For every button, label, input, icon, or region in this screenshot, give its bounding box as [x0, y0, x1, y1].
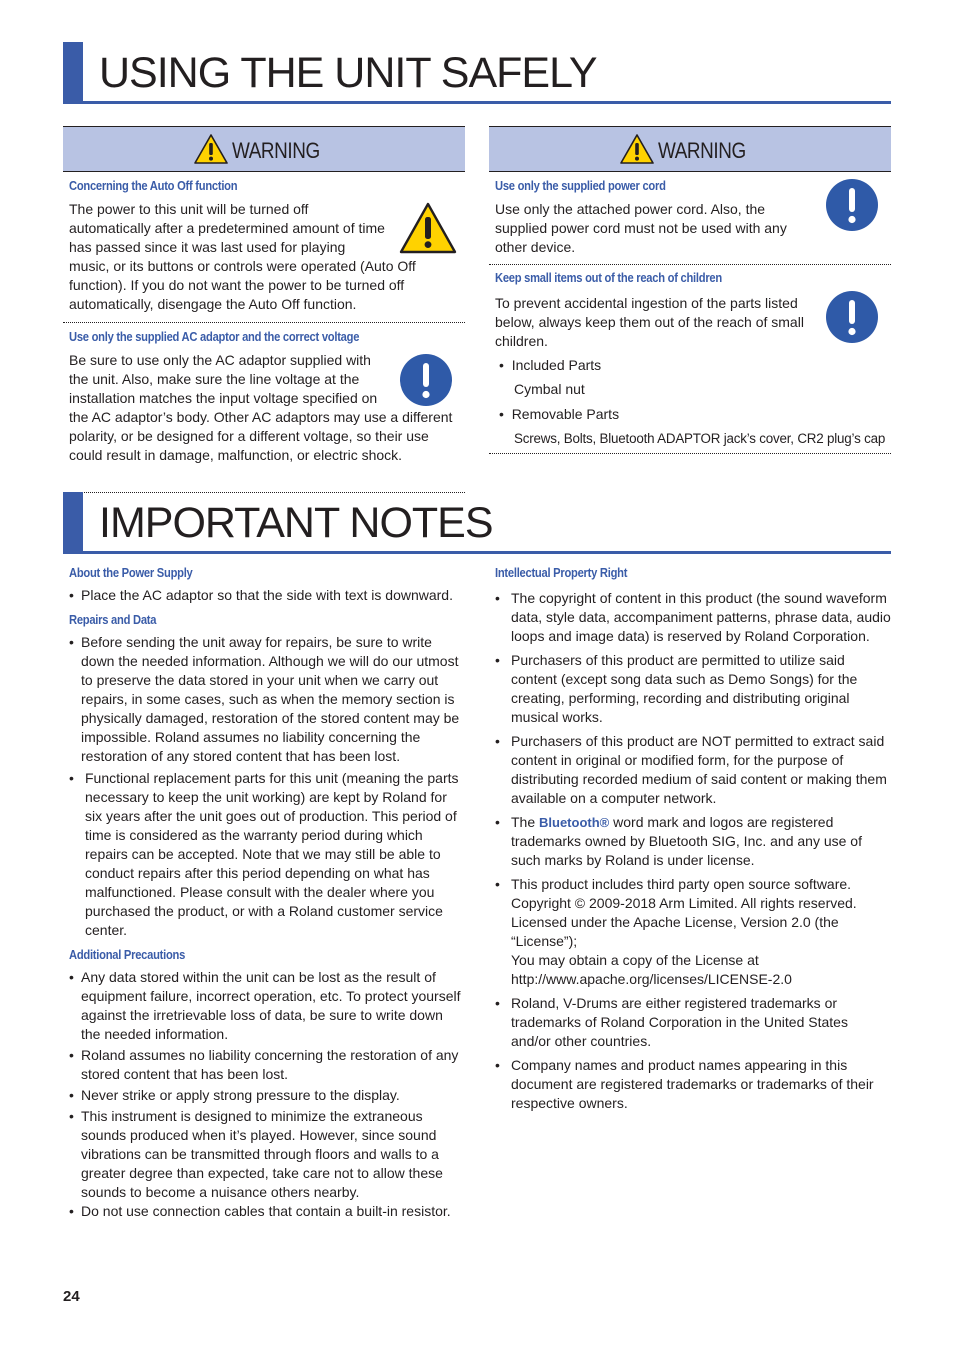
list-item: • Purchasers of this product are NOT permitted to extract said content in original or modified form, for the purpose of distributing recorded medium of said content or making them available on a computer network. — [495, 732, 891, 808]
notes-column-right — [495, 564, 891, 1118]
list-item: • Functional replacement parts for this unit (meaning the parts necessary to keep the unit working) are kept by Roland for six years after the unit goes out of production. This period of time is considered as the warranty period during which repairs can be accepted. Note that we may still be able to conduct repairs after this period depending on what has malfunctioned. Please consult with the dealer where you purchased the product, or with a Roland customer service center. — [69, 769, 465, 940]
warning-banner — [489, 126, 891, 172]
list-item: • Roland assumes no liability concerning the restoration of any stored content that has been lost. — [69, 1046, 465, 1084]
mandatory-action-icon — [399, 353, 453, 407]
notes-heading: About the Power Supply — [69, 565, 193, 580]
parts-list-detail: Screws, Bolts, Bluetooth ADAPTOR jack’s cover, CR2 plug’s cap — [514, 431, 886, 446]
parts-list-detail: Cymbal nut — [514, 381, 585, 397]
warning-column-right — [489, 126, 891, 454]
list-item-line: • This product includes third party open source software. — [511, 876, 852, 892]
notes-list — [69, 586, 465, 605]
list-item: • Any data stored within the unit can be lost as the result of equipment failure, incorrect operation, etc. To protect yourself against the irretrievable loss of data, be sure to write down the needed information. — [69, 968, 465, 1044]
warning-heading: Use only the supplied AC adaptor and the correct voltage — [69, 329, 360, 344]
list-item-text: word mark and logos are registered trademarks owned by Bluetooth SIG, Inc. and any use of such marks by Roland is under license. — [511, 814, 862, 868]
list-item: • Before sending the unit away for repairs, be sure to write down the needed information. Although we will do our utmost to preserve the data stored in your unit when we carry out repairs, in some cases, such as when the memory section is physically damaged, restoration of the stored content may be impossible. Roland assumes no liability concerning the restoration of any stored content that has been lost. — [69, 633, 465, 766]
list-item — [495, 813, 891, 870]
caution-triangle-icon — [620, 134, 654, 164]
list-item: • Place the AC adaptor so that the side with text is downward. — [69, 586, 465, 605]
warning-text — [495, 294, 885, 351]
warning-label: WARNING — [657, 138, 746, 163]
warning-text — [69, 351, 459, 465]
list-item: • Company names and product names appearing in this document are registered trademarks or trademarks of their respective owners. — [495, 1056, 891, 1113]
parts-list — [495, 356, 885, 448]
warning-item — [63, 328, 465, 493]
parts-list-label: Removable Parts — [511, 406, 620, 422]
mandatory-action-icon — [825, 290, 879, 344]
warning-heading: Concerning the Auto Off function — [69, 178, 238, 193]
warning-label: WARNING — [231, 138, 320, 163]
notes-list — [69, 968, 465, 1221]
parts-list-item: • Removable Parts — [499, 406, 620, 422]
list-item: • Never strike or apply strong pressure to the display. — [69, 1086, 465, 1105]
warning-banner — [63, 126, 465, 172]
warning-item — [63, 177, 465, 323]
list-item-line: You may obtain a copy of the License at — [511, 952, 759, 968]
warning-column-left — [63, 126, 465, 493]
warning-text-body: Use only the attached power cord. Also, the supplied power cord must not be used with any other device. — [495, 201, 787, 255]
section-accent-bar — [63, 42, 83, 104]
list-item — [495, 875, 891, 989]
list-item: • This instrument is designed to minimize the extraneous sounds produced when it’s played. However, since sound vibrations can be transmitted through floors and walls to a greater degree than expected, take care not to allow these sounds to become a nuisance others nearby. — [69, 1107, 465, 1202]
list-item-text: The — [511, 814, 536, 830]
warning-text-body: The power to this unit will be turned off automatically after a predetermined amount of time has passed since it was last used for playing music, or its buttons or controls were operated (Auto Off function). If you do not want the power to be turned off automatically, disengage the Auto Off function. — [69, 201, 416, 312]
warning-text-body: Be sure to use only the AC adaptor supplied with the unit. Also, make sure the line voltage at the installation matches the input voltage specified on the AC adaptor’s body. Other AC adaptors may use a different polarity, or be designed for a different voltage, so their use could result in damage, malfunction, or electric shock. — [69, 352, 453, 463]
bluetooth-wordmark: Bluetooth® — [539, 815, 610, 830]
notes-heading: Additional Precautions — [69, 947, 186, 962]
list-item: • Purchasers of this product are permitted to utilize said content (except song data such as Demo Songs) for the creating, performing, recording and distributing original musical works. — [495, 651, 891, 727]
section-accent-bar — [63, 492, 83, 554]
notes-list — [495, 589, 891, 1113]
parts-list-item: • Included Parts — [499, 357, 602, 373]
notes-heading: Intellectual Property Right — [495, 565, 628, 580]
section-header-notes — [63, 492, 891, 554]
mandatory-action-icon — [825, 178, 879, 232]
warning-item — [489, 269, 891, 454]
caution-triangle-icon — [194, 134, 228, 164]
warning-heading: Use only the supplied power cord — [495, 178, 666, 193]
warning-text-body: To prevent accidental ingestion of the parts listed below, always keep them out of the reach of small children. — [495, 295, 804, 349]
notes-heading: Repairs and Data — [69, 612, 157, 627]
notes-column-left — [69, 564, 465, 1221]
list-item: • Roland, V-Drums are either registered trademarks or trademarks of Roland Corporation in the United States and/or other countries. — [495, 994, 891, 1051]
page-number: 24 — [63, 1288, 80, 1305]
section-title: USING THE UNIT SAFELY — [99, 49, 597, 97]
license-url: http://www.apache.org/licenses/LICENSE-2.0 — [511, 971, 792, 987]
section-title: IMPORTANT NOTES — [99, 499, 493, 547]
list-item: • Do not use connection cables that contain a built-in resistor. — [69, 1202, 465, 1221]
warning-heading: Keep small items out of the reach of children — [495, 270, 722, 285]
warning-text — [69, 200, 459, 314]
list-item: • The copyright of content in this product (the sound waveform data, style data, accompaniment patterns, phrase data, audio loops and image data) is reserved by Roland Corporation. — [495, 589, 891, 646]
warning-text — [495, 200, 885, 257]
caution-triangle-icon — [399, 202, 457, 254]
list-item-line: Licensed under the Apache License, Version 2.0 (the “License”); — [511, 914, 839, 949]
list-item-line: Copyright © 2009-2018 Arm Limited. All rights reserved. — [511, 895, 857, 911]
warning-item — [489, 177, 891, 265]
parts-list-label: Included Parts — [511, 357, 602, 373]
section-header-safety — [63, 42, 891, 104]
notes-list — [69, 633, 465, 940]
